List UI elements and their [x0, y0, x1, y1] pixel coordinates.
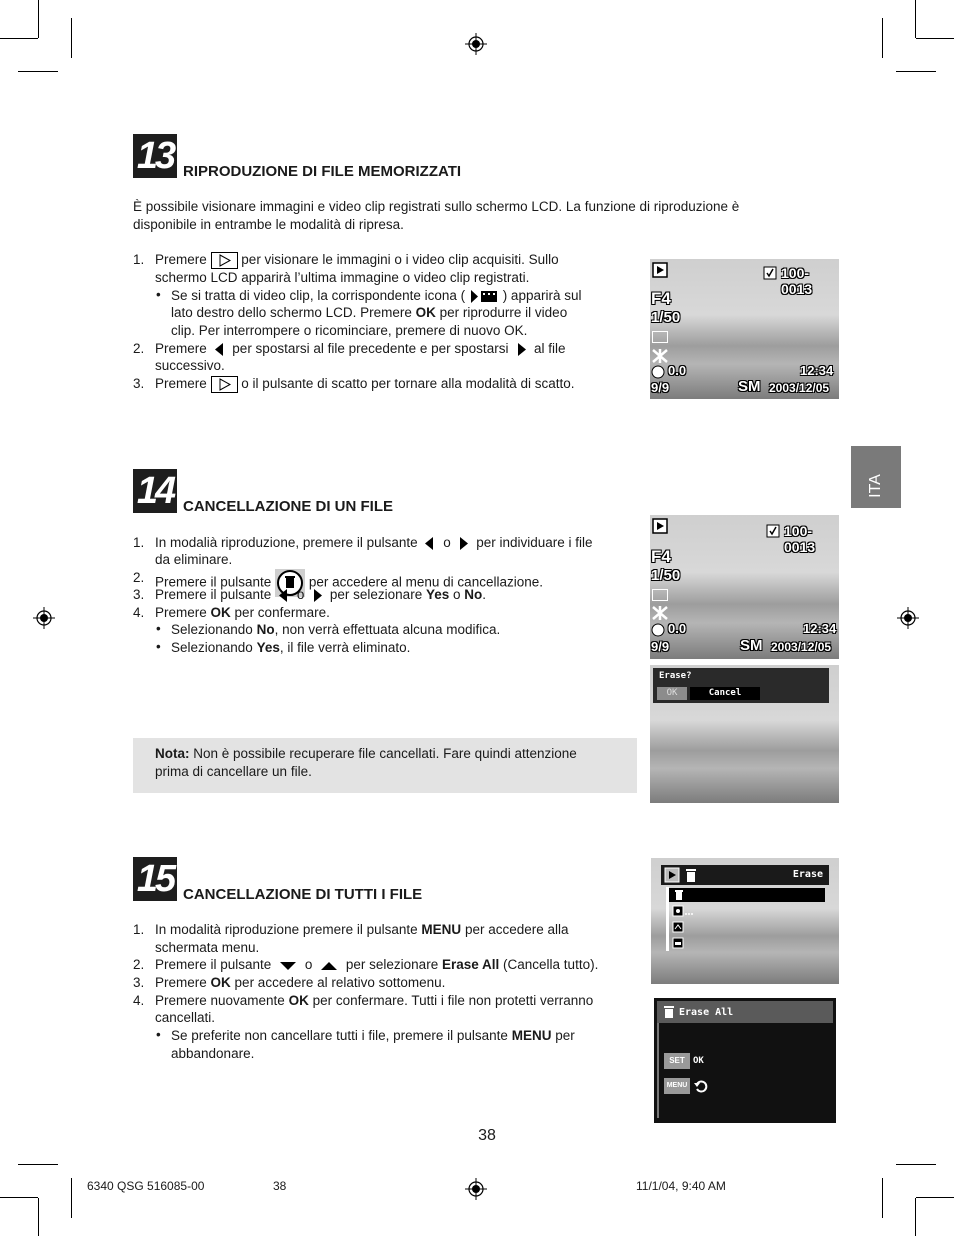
- s15-bullet-line1: Se preferite non cancellare tutti i file, premere il pulsante MENU per: [171, 1028, 575, 1043]
- registration-mark-bottom: [465, 1178, 487, 1200]
- lcd-date: 2003/12/05: [769, 381, 830, 395]
- s14-item4-line1: Premere OK per confermare.: [155, 605, 330, 620]
- menu-header: [661, 865, 829, 885]
- lcd-playback-screen-2: [650, 515, 839, 659]
- s15-item1-line2: schermata menu.: [155, 940, 260, 955]
- s15-item4-line1: Premere nuovamente OK per confermare. Tutti i file non protetti verranno: [155, 993, 594, 1008]
- footer-file: 6340 QSG 516085-00: [87, 1179, 205, 1193]
- lcd-size: SM: [738, 378, 761, 395]
- s14-bullet2: Selezionando Yes, il file verrà eliminato.: [171, 640, 411, 655]
- lcd-count: 9/9: [651, 380, 670, 395]
- s13-bullet-line2: lato destro dello schermo LCD. Premere OK per riprodurre il video: [171, 305, 568, 320]
- lcd-playback-screen: [650, 259, 839, 399]
- lcd-shutter: 1/50: [651, 567, 681, 584]
- s15-item3-number: 3.: [133, 975, 145, 990]
- note-line1: Nota: Non è possibile recuperare file cancellati. Fare quindi attenzione: [155, 746, 577, 761]
- ev-icon: [651, 365, 667, 379]
- section-title-14: CANCELLAZIONE DI UN FILE: [183, 498, 393, 515]
- protect-icon: [763, 266, 777, 280]
- dpof-menu-icon[interactable]: [672, 937, 684, 949]
- left-arrow-icon: [421, 535, 439, 552]
- playback-button-icon: [211, 376, 238, 393]
- note-line2: prima di cancellare un file.: [155, 764, 312, 779]
- s15-item1-line1: In modalità riproduzione premere il pulsante MENU per accedere alla: [155, 922, 569, 937]
- trash-tab-icon: [683, 867, 699, 883]
- s14-bullet1: Selezionando No, non verrà effettuata alcuna modifica.: [171, 622, 501, 637]
- s13-bullet-line3: clip. Per interrompere o ricominciare, premere di nuovo OK.: [171, 323, 528, 338]
- right-arrow-icon: [512, 341, 530, 358]
- erase-all-title: Erase All: [679, 1007, 734, 1018]
- footer-timestamp: 11/1/04, 9:40 AM: [636, 1179, 726, 1193]
- lcd-size: SM: [740, 637, 763, 654]
- menu-item-erase-selected[interactable]: [669, 888, 825, 902]
- s13-item3-line1: Premere o il pulsante di scatto per tornare alla modalità di scatto.: [155, 376, 575, 391]
- s15-item1-number: 1.: [133, 922, 145, 937]
- protect-icon: [766, 524, 780, 538]
- menu-key-icon: MENU: [664, 1078, 690, 1094]
- s14-item1-line2: da eliminare.: [155, 552, 233, 567]
- s15-bullet-line2: abbandonare.: [171, 1046, 255, 1061]
- s13-item1-number: 1.: [133, 252, 145, 267]
- s14-item4-number: 4.: [133, 605, 145, 620]
- menu-title: Erase: [792, 869, 823, 880]
- s14-item1-number: 1.: [133, 535, 145, 550]
- erase-all-screen: [651, 995, 839, 1126]
- white-balance-icon: [651, 348, 669, 364]
- section-number-14: 14: [133, 469, 177, 513]
- page-number: 38: [478, 1127, 496, 1144]
- up-arrow-icon: [316, 958, 342, 972]
- s13-bullet-line1: Se si tratta di video clip, la corrispondente icona ( ) apparirà sul: [171, 288, 582, 303]
- left-arrow-icon: [211, 341, 229, 358]
- lcd-ev: 0.0: [668, 363, 687, 378]
- s14-item2-line1: Premere il pulsante per accedere al menu di cancellazione.: [155, 569, 543, 597]
- ev-icon: [651, 623, 667, 637]
- erase-dialog: [653, 668, 829, 703]
- bullet-dot: •: [156, 1027, 161, 1042]
- lcd-date: 2003/12/05: [771, 640, 832, 654]
- bullet-dot: •: [156, 621, 161, 636]
- s13-item2-number: 2.: [133, 341, 145, 356]
- return-icon[interactable]: [693, 1078, 709, 1094]
- erase-dialog-title: Erase?: [659, 671, 692, 681]
- footer-page: 38: [273, 1179, 287, 1193]
- resolution-icon: [652, 331, 668, 343]
- s13-intro-line1: È possibile visionare immagini e video clip registrati sullo schermo LCD. La funzione di riproduzione è: [133, 199, 740, 214]
- s13-item2-line1: Premere per spostarsi al file precedente e per spostarsi al file: [155, 341, 566, 356]
- erase-all-ok-label[interactable]: OK: [693, 1056, 704, 1066]
- copy-menu-icon[interactable]: [672, 921, 684, 933]
- protect-menu-icon[interactable]: [672, 905, 694, 917]
- lcd-ev: 0.0: [668, 621, 687, 636]
- s15-item3-line1: Premere OK per accedere al relativo sottomenu.: [155, 975, 446, 990]
- lcd-shutter: 1/50: [651, 309, 681, 326]
- registration-mark-top: [465, 33, 487, 55]
- set-key-icon: SET: [664, 1053, 690, 1069]
- left-arrow-icon: [275, 587, 293, 604]
- section-title-15: CANCELLAZIONE DI TUTTI I FILE: [183, 886, 423, 903]
- down-arrow-icon: [275, 958, 301, 972]
- lcd-time: 12:34: [803, 621, 837, 636]
- play-mode-icon: [652, 518, 670, 535]
- right-arrow-icon: [308, 587, 326, 604]
- lcd-file-number: 100-0013: [781, 265, 813, 297]
- playback-button-icon: [211, 252, 238, 269]
- s15-item4-number: 4.: [133, 993, 145, 1008]
- lcd-aperture: F4: [651, 547, 671, 566]
- lcd-time: 12:34: [800, 363, 834, 378]
- white-balance-icon: [651, 605, 669, 621]
- menu-screen: [651, 858, 839, 984]
- s14-item3-line1: Premere il pulsante o per selezionare Yes o No.: [155, 587, 487, 602]
- s13-item1-line1: Premere per visionare le immagini o i video clip acquisiti. Sullo: [155, 252, 559, 267]
- s13-intro-line2: disponibile in entrambe le modalità di ripresa.: [133, 217, 404, 232]
- s14-item2-number: 2.: [133, 570, 145, 585]
- right-arrow-icon: [454, 535, 472, 552]
- section-number-15: 15: [133, 857, 177, 901]
- erase-ok-option[interactable]: OK: [657, 687, 687, 700]
- lcd-file-number: 100-0013: [784, 523, 816, 555]
- bullet-dot: •: [156, 287, 161, 302]
- lcd-count: 9/9: [651, 639, 670, 654]
- section-number-13: 13: [133, 134, 177, 178]
- trash-icon: [662, 1005, 676, 1019]
- language-tab: [851, 446, 901, 508]
- erase-icon: [673, 889, 685, 901]
- s15-item2-number: 2.: [133, 957, 145, 972]
- erase-cancel-option[interactable]: Cancel: [690, 687, 760, 700]
- erase-all-border: [657, 1023, 659, 1118]
- s14-item1-line1: In modalià riproduzione, premere il pulsante o per individuare i file: [155, 535, 593, 550]
- lcd-aperture: F4: [651, 289, 671, 308]
- registration-mark-left: [33, 607, 55, 629]
- section-title-13: RIPRODUZIONE DI FILE MEMORIZZATI: [183, 163, 462, 180]
- s13-item3-number: 3.: [133, 376, 145, 391]
- s15-item2-line1: Premere il pulsante o per selezionare Erase All (Cancella tutto).: [155, 957, 599, 972]
- play-mode-icon: [652, 262, 670, 279]
- registration-mark-right: [897, 607, 919, 629]
- bullet-dot: •: [156, 639, 161, 654]
- play-tab-icon: [664, 867, 680, 883]
- s13-item1-line2: schermo LCD apparirà l’ultima immagine o video clip registrati.: [155, 270, 530, 285]
- language-tab-label: ITA: [867, 474, 884, 498]
- erase-confirm-screen: [650, 665, 839, 803]
- erase-all-panel: [654, 998, 836, 1123]
- resolution-icon: [652, 589, 668, 601]
- erase-all-header: [657, 1001, 833, 1023]
- s14-item3-number: 3.: [133, 587, 145, 602]
- s13-item2-line2: successivo.: [155, 358, 225, 373]
- s15-item4-line2: cancellati.: [155, 1010, 216, 1025]
- movie-clip-icon: [469, 288, 499, 305]
